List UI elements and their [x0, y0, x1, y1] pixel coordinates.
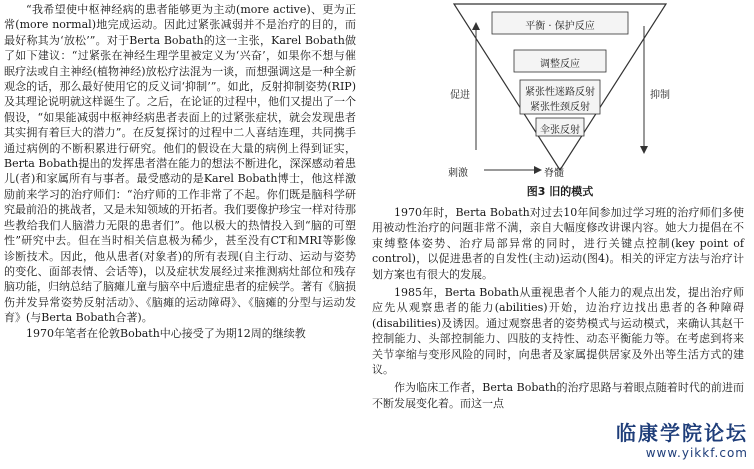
left-column	[4, 2, 356, 341]
spinal-cord-label: 脊髓	[544, 168, 564, 179]
level-label-5: 伞张反射	[540, 125, 580, 136]
level-label-1: 平衡 · 保护反应	[525, 21, 595, 32]
watermark-brand: 临康学院论坛	[616, 421, 748, 445]
right-paragraph-3: 作为临床工作者，Berta Bobath的治疗思路与着眼点随着时代的前进而不断发展变化着。而这一点	[372, 381, 744, 410]
watermark-url: www.yikkf.com	[645, 446, 748, 460]
level-label-3: 紧张性迷路反射	[525, 87, 595, 98]
left-paragraph-1: “我希望使中枢神经病的患者能够更为主动(more active)、更为正常(more normal)地完成运动。因此过紧张减弱并不是治疗的目的，而最好称其为‘放松’”。对于Berta Bobath的这一主张，Karel Bobath做了如下建议：“过紧张在神经生理学里被定义为‘兴奋’，如果你不想与催眠疗法或自主神经(植物神经)放松疗法混为一谈，而想强调这是一种全新观念的话，那么最好使用它的反义词‘抑制’”。如此，反射抑制姿势(RIP)及其理论说明就这样诞生了。之后，在论证的过程中，他们又提出了一个假设，“如果能减弱中枢神经病患者表面上的过紧张症状，就会发现患者其实拥有着巨大的潜力”。在反复探讨的过程中二人喜结连理，共同携手通过病例的不断积累进行研究。他们的假设在大量的病例上得到证实，Berta Bobath提出的发挥患者潜在能力的想法不断进化，深深感动着患儿(者)和家属所有与事者。最受感动的是Karel Bobath博士，他这样激励前来学习的治疗师们：“治疗师的工作非常了不起。你们既是脑科学研究最前沿的挑战者，又是未知领域的开拓者。我们要像护珍宝一样对待那些教给我们人脑潜力无限的患者们”。他以极大的热情投入到“脑的可塑性”研究中去。但在当时相关信息极为稀少，甚至没有CT和MRI等影像诊断技术。因此，他从患者(对象者)的所有表现(自主行动、运动与姿势的变化、面部表情、会话等)，以及症状发展经过来推测病灶部位和残存脑功能，归纳总结了脑瘫儿童与脑卒中后遗症患者的症候学。著有《脑损伤并发异常姿势反射活动》、《脑瘫的运动障碍》、《脑瘫的分型与运动发育》(与Berta Bobath合著)。	[4, 3, 356, 325]
site-watermark	[578, 417, 748, 467]
figure-caption: 图3 旧的模式	[526, 185, 594, 198]
left-paragraph-2: 1970年笔者在伦敦Bobath中心接受了为期12周的继续教	[26, 326, 306, 340]
inhibit-label: 抑制	[650, 90, 670, 101]
right-column	[372, 205, 744, 414]
level-label-4: 紧张性颈反射	[530, 102, 590, 113]
promote-label: 促进	[450, 90, 470, 101]
pyramid-figure	[440, 0, 680, 200]
right-paragraph-1: 1970年时，Berta Bobath对过去10年间参加过学习班的治疗师们多使用被动性治疗的问题非常不满，亲自大幅度修改讲课内容。她大力提倡在不束缚整体姿势、治疗局部异常的同时，进行关键点控制(key point of control)，以促进患者的自发性(主动)运动(图4)。相关的评定方法与治疗计划方案也有很大的发展。	[372, 206, 744, 281]
right-paragraph-2: 1985年，Berta Bobath从重视患者个人能力的观点出发，提出治疗师应先从观察患者的能力(abilities)开始，边治疗边找出患者的各种障碍(disabilities)及诱因。通过观察患者的姿势模式与运动模式，来确认其赵干控制能力、头部控制能力、四肢的支持性、动态平衡能力等。在考虑到将来关节挛缩与变形风险的同时，向患者及家属提供居家及外出等生活方式的建议。	[372, 286, 744, 377]
level-label-2: 调整反应	[540, 59, 580, 70]
stimulus-label: 刺激	[448, 168, 468, 179]
